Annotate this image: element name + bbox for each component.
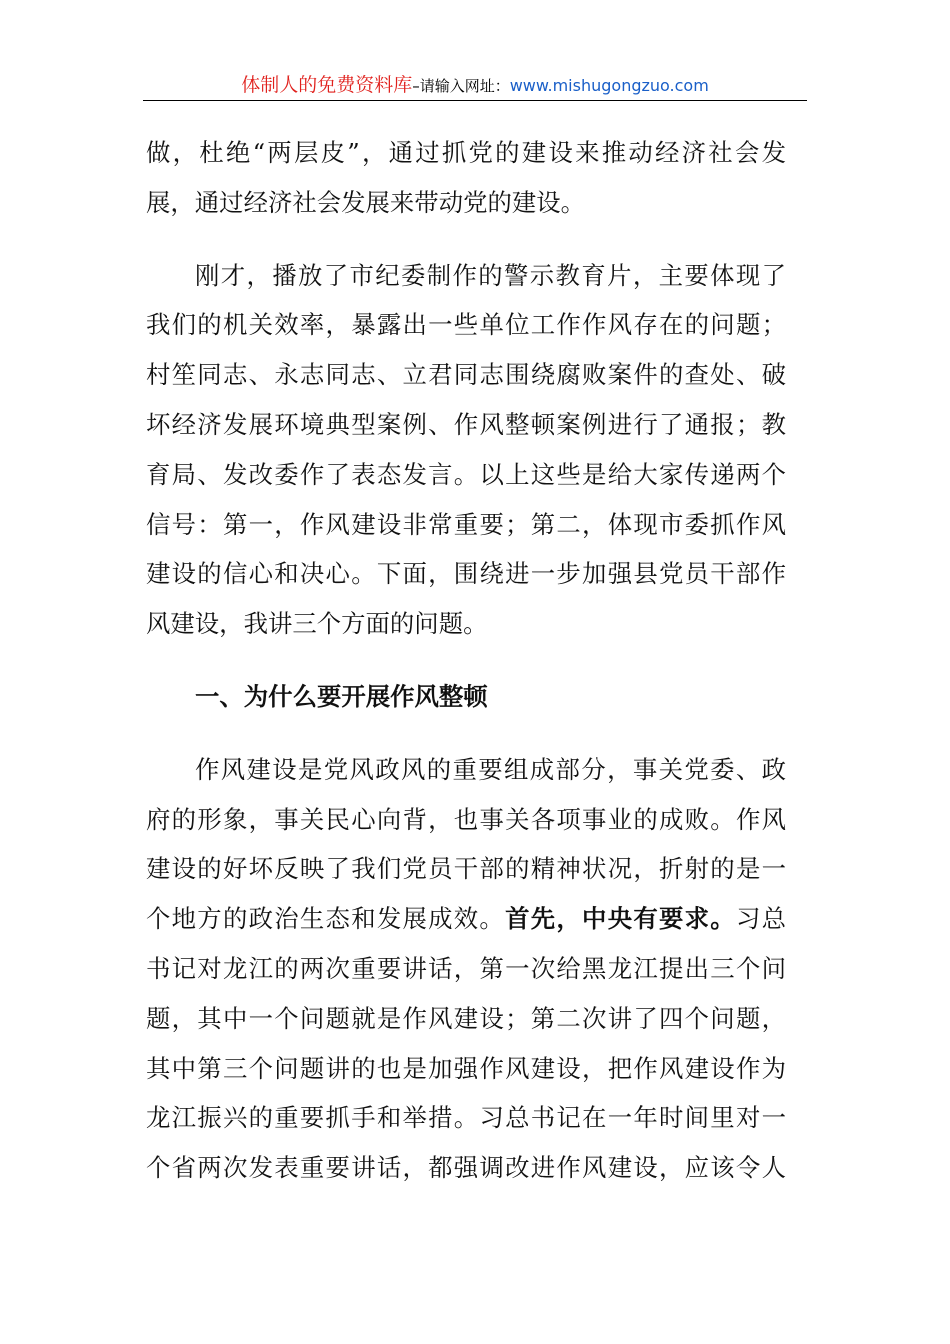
emphasis-text: 首先，中央有要求。 <box>505 904 736 934</box>
page-header <box>143 70 807 101</box>
text-line: 刚才，播放了市纪委制作的警示教育片，主要体现了 <box>195 260 786 290</box>
text-line: 作风建设是党风政风的重要组成部分，事关党委、政 <box>195 754 786 784</box>
text-line: 坏经济发展环境典型案例、作风整顿案例进行了通报；教 <box>146 409 786 439</box>
text-line: 做，杜绝“两层皮”，通过抓党的建设来推动经济社会发 <box>146 138 786 167</box>
header-url-link[interactable]: www.mishugongzuo.com <box>509 76 709 95</box>
text-segment: 习总 <box>735 904 786 934</box>
text-line: 其中第三个问题讲的也是加强作风建设，把作风建设作为 <box>146 1053 786 1083</box>
text-line: 建设的信心和决心。下面，围绕进一步加强县党员干部作 <box>146 559 786 589</box>
header-site-name: 体制人的免费资料库 <box>241 74 413 96</box>
section-heading: 一、为什么要开展作风整顿 <box>195 681 488 711</box>
text-line: 育局、发改委作了表态发言。以上这些是给大家传递两个 <box>146 459 786 489</box>
text-line: 龙江振兴的重要抓手和举措。习总书记在一年时间里对一 <box>146 1103 786 1133</box>
text-line: 书记对龙江的两次重要讲话，第一次给黑龙江提出三个问 <box>146 953 786 983</box>
text-line: 风建设，我讲三个方面的问题。 <box>146 609 488 639</box>
text-line: 个省两次发表重要讲话，都强调改进作风建设，应该令人 <box>146 1153 786 1183</box>
text-line: 信号：第一，作风建设非常重要；第二，体现市委抓作风 <box>146 509 786 539</box>
header-prompt: –请输入网址： <box>412 77 510 95</box>
text-line: 题，其中一个问题就是作风建设；第二次讲了四个问题， <box>146 1003 786 1033</box>
text-segment: 个地方的政治生态和发展成效。 <box>146 904 506 934</box>
text-line: 建设的好坏反映了我们党员干部的精神状况，折射的是一 <box>146 854 786 884</box>
text-line: 村笙同志、永志同志、立君同志围绕腐败案件的查处、破 <box>146 360 786 390</box>
text-line: 府的形象，事关民心向背，也事关各项事业的成败。作风 <box>146 804 786 834</box>
text-line-with-emphasis <box>146 894 786 944</box>
text-line: 展，通过经济社会发展来带动党的建设。 <box>146 187 586 217</box>
document-body <box>146 128 786 1193</box>
text-line: 我们的机关效率，暴露出一些单位工作作风存在的问题； <box>146 310 786 340</box>
